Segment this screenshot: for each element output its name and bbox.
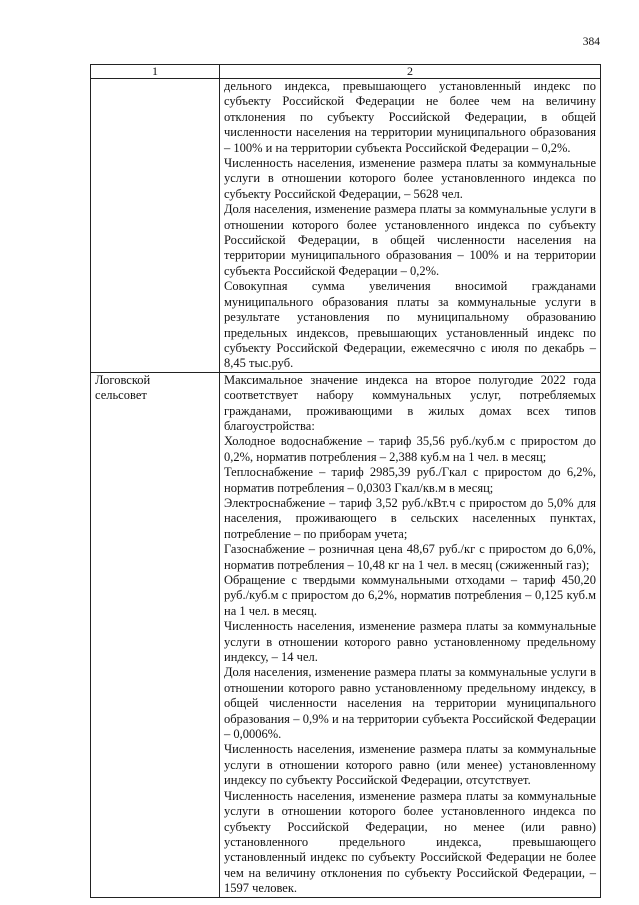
paragraph: Холодное водоснабжение – тариф 35,56 руб./куб.м с приростом до 0,2%, норматив потребления – 2,388 куб.м на 1 чел. в месяц; <box>224 434 596 464</box>
table-row <box>91 372 601 897</box>
table-row <box>91 79 601 373</box>
paragraph: Максимальное значение индекса на второе полугодие 2022 года соответствует набору коммунальных услуг, потребляемых гражданами, проживающими в жилых домах всех типов благоустройства: <box>224 372 596 433</box>
paragraph: Теплоснабжение – тариф 2985,39 руб./Гкал с приростом до 6,2%, норматив потребления – 0,0303 Гкал/кв.м в месяц; <box>224 465 596 495</box>
page-number: 384 <box>582 36 600 48</box>
paragraph: Доля населения, изменение размера платы за коммунальные услуги в отношении которого более установленного индекса по субъекту Российской Федерации, в общей численности населения на территории муниципального образования – 100% и на территории субъекта Российской Федерации – 0,2%. <box>224 202 596 278</box>
document-table <box>90 64 601 898</box>
column-header-1: 1 <box>91 65 220 79</box>
municipality-name-cell <box>91 372 220 897</box>
paragraph: Численность населения, изменение размера платы за коммунальные услуги в отношении которого равно (или менее) установленному индексу по субъекту Российской Федерации, отсутствует. <box>224 742 596 788</box>
municipality-name-line: сельсовет <box>95 388 147 403</box>
description-cell <box>220 79 601 373</box>
paragraph: Численность населения, изменение размера платы за коммунальные услуги в отношении которого более установленного индекса по субъекту Российской Федерации, – 5628 чел. <box>224 156 596 201</box>
description-cell <box>220 372 601 897</box>
paragraph: Доля населения, изменение размера платы за коммунальные услуги в отношении которого равно установленному предельному индексу, в общей численности населения на территории муниципального образования – 0,9% и на территории субъекта Российской Федерации – 0,0006%. <box>224 665 596 742</box>
paragraph: Обращение с твердыми коммунальными отходами – тариф 450,20 руб./куб.м с приростом до 6,2%, норматив потребления – 0,125 куб.м на 1 чел. в месяц. <box>224 573 596 618</box>
paragraph: Газоснабжение – розничная цена 48,67 руб./кг с приростом до 6,0%, норматив потребления – 10,48 кг на 1 чел. в месяц (сжиженный газ); <box>224 542 596 572</box>
paragraph: Численность населения, изменение размера платы за коммунальные услуги в отношении которого более установленного индекса по субъекту Российской Федерации, но менее (или равно) установленного предельного индекса, превышающего установленный индекс по субъекту Российской Федерации не более чем на величину отклонения по субъекту Российской Федерации, – 1597 человек. <box>224 788 596 896</box>
paragraph: Совокупная сумма увеличения вносимой гражданами муниципального образования платы за коммунальные услуги в результате установления по муниципальному образованию предельных индексов, превышающих установленный индекс по субъекту Российской Федерации, ежемесячно с июля по декабрь – 8,45 тыс.руб. <box>224 279 596 371</box>
paragraph: Электроснабжение – тариф 3,52 руб./кВт.ч с приростом до 5,0% для населения, проживающего в сельских населенных пунктах, потребление – по приборам учета; <box>224 495 596 541</box>
municipality-name-cell <box>91 79 220 373</box>
paragraph: Численность населения, изменение размера платы за коммунальные услуги в отношении которого равно установленному предельному индексу, – 14 чел. <box>224 619 596 665</box>
column-header-2: 2 <box>220 65 601 79</box>
table-header-row <box>91 65 601 79</box>
paragraph: дельного индекса, превышающего установленный индекс по субъекту Российской Федерации не более чем на величину отклонения по субъекту Российской Федерации, в общей численности населения на территории муниципального образования – 100% и на территории субъекта Российской Федерации – 0,2%. <box>224 79 596 155</box>
municipality-name-line: Логовской <box>95 372 151 387</box>
